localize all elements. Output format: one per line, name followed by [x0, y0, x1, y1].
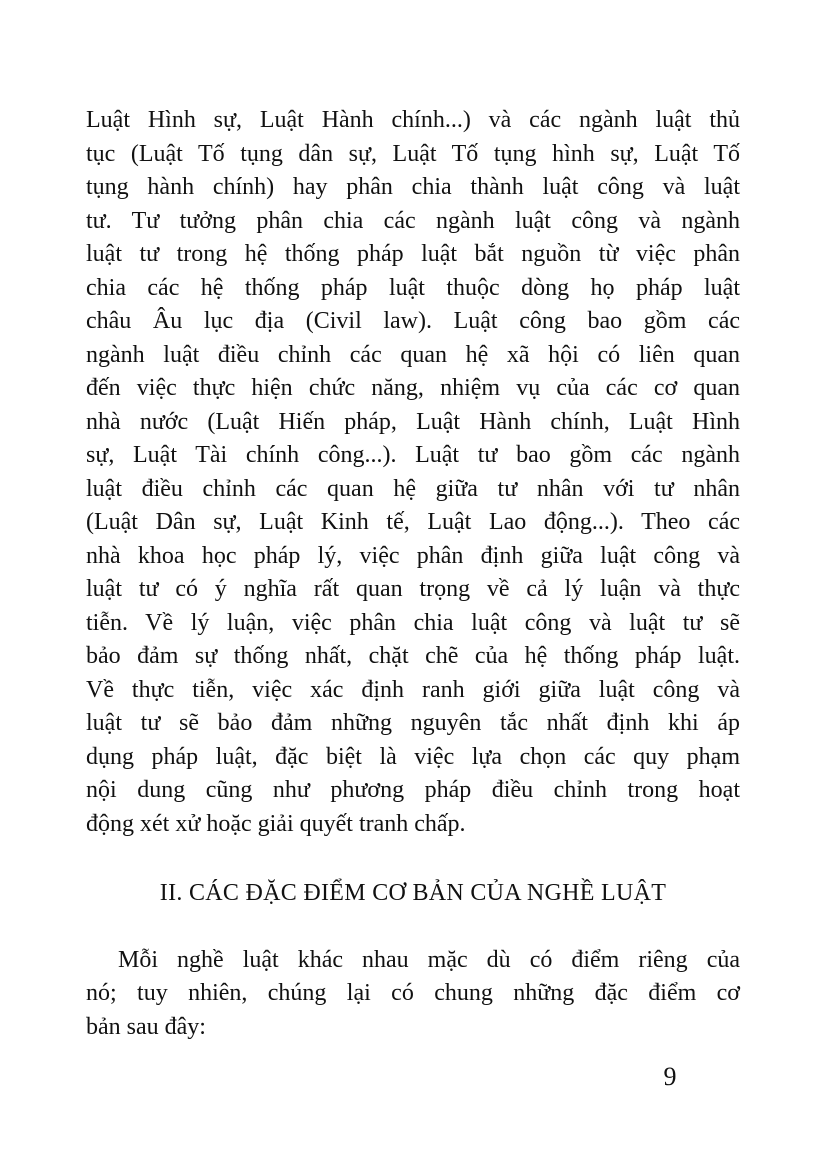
text-line: đến việc thực hiện chức năng, nhiệm vụ của các cơ quan	[86, 375, 740, 401]
text-line: tiễn. Về lý luận, việc phân chia luật công và luật tư sẽ	[86, 609, 740, 636]
text-line: (Luật Dân sự, Luật Kinh tế, Luật Lao động...). Theo các	[86, 509, 740, 535]
text-line: Về thực tiễn, việc xác định ranh giới giữa luật công và	[86, 676, 740, 703]
text-line: nhà khoa học pháp lý, việc phân định giữa luật công và	[86, 542, 740, 569]
text-line: bản sau đây:	[86, 1013, 206, 1040]
text-line: tư. Tư tưởng phân chia các ngành luật công và ngành	[86, 207, 740, 234]
paragraph-2	[86, 944, 740, 1045]
text-line: động xét xử hoặc giải quyết tranh chấp.	[86, 810, 466, 837]
text-line: ngành luật điều chỉnh các quan hệ xã hội có liên quan	[86, 341, 740, 368]
text-line: chia các hệ thống pháp luật thuộc dòng họ pháp luật	[86, 274, 740, 301]
text-line: nó; tuy nhiên, chúng lại có chung những đặc điểm cơ	[86, 980, 740, 1006]
text-line: luật tư trong hệ thống pháp luật bắt nguồn từ việc phân	[86, 241, 740, 267]
text-line: luật tư có ý nghĩa rất quan trọng về cả lý luận và thực	[86, 576, 740, 602]
body-text	[86, 104, 740, 1044]
text-line: bảo đảm sự thống nhất, chặt chẽ của hệ thống pháp luật.	[86, 643, 740, 669]
text-line: dụng pháp luật, đặc biệt là việc lựa chọn các quy phạm	[86, 743, 740, 770]
paragraph-1	[86, 104, 740, 841]
text-line: tụng hành chính) hay phân chia thành luật công và luật	[86, 174, 740, 200]
text-line: Mỗi nghề luật khác nhau mặc dù có điểm riêng của	[118, 946, 740, 973]
text-line: sự, Luật Tài chính công...). Luật tư bao gồm các ngành	[86, 442, 740, 468]
section-heading: II. CÁC ĐẶC ĐIỂM CƠ BẢN CỦA NGHỀ LUẬT	[159, 880, 667, 906]
text-line: luật điều chỉnh các quan hệ giữa tư nhân với tư nhân	[86, 475, 740, 502]
page-number: 9	[663, 1062, 677, 1091]
text-line: Luật Hình sự, Luật Hành chính...) và các ngành luật thủ	[86, 107, 740, 133]
text-line: nhà nước (Luật Hiến pháp, Luật Hành chính, Luật Hình	[86, 408, 740, 435]
text-line: nội dung cũng như phương pháp điều chỉnh trong hoạt	[86, 777, 740, 803]
text-line: châu Âu lục địa (Civil law). Luật công bao gồm các	[86, 308, 740, 334]
text-line: luật tư sẽ bảo đảm những nguyên tắc nhất định khi áp	[86, 710, 740, 736]
text-line: tục (Luật Tố tụng dân sự, Luật Tố tụng hình sự, Luật Tố	[86, 140, 740, 167]
